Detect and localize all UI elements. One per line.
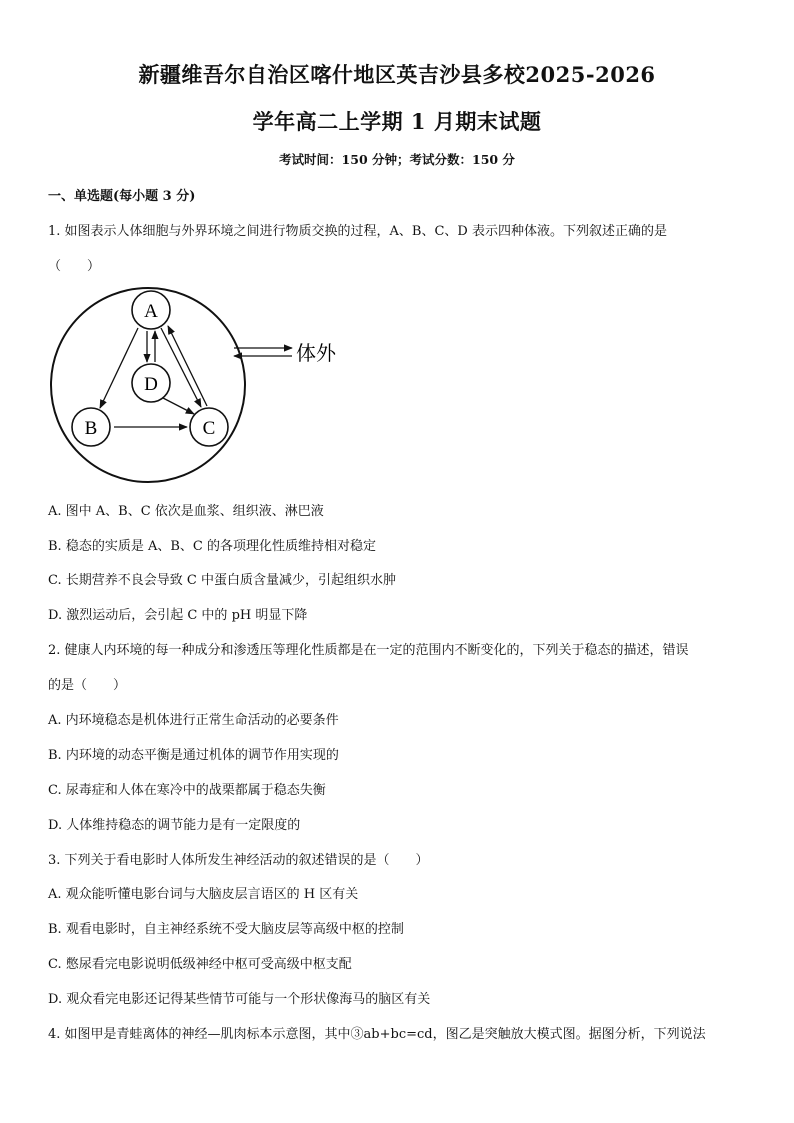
q1-option-a: A. 图中 A、B、C 依次是血浆、组织液、淋巴液 — [48, 504, 324, 519]
arrow-c-to-a — [168, 326, 207, 406]
svg-text:C: C — [202, 418, 216, 439]
q1-stem-line2: （ ） — [48, 259, 101, 274]
svg-text:B: B — [84, 418, 98, 439]
node-d — [132, 364, 170, 402]
q2-stem-line2: 的是（ ） — [48, 678, 127, 693]
q3-option-c: C. 憋尿看完电影说明低级神经中枢可受高级中枢支配 — [48, 957, 352, 972]
svg-text:A: A — [144, 301, 158, 322]
q1-option-b: B. 稳态的实质是 A、B、C 的各项理化性质维持相对稳定 — [48, 539, 376, 554]
q3-option-b: B. 观看电影时，自主神经系统不受大脑皮层等高级中枢的控制 — [48, 922, 404, 937]
q2-stem-line1: 2. 健康人内环境的每一种成分和渗透压等理化性质都是在一定的范围内不断变化的，下列关于稳态的描述，错误 — [48, 643, 689, 658]
q1-option-c: C. 长期营养不良会导致 C 中蛋白质含量减少，引起组织水肿 — [48, 573, 396, 588]
arrow-a-to-c — [161, 328, 201, 407]
exam-title-line2: 学年高二上学期 1 月期末试题 — [252, 109, 542, 134]
q2-option-b: B. 内环境的动态平衡是通过机体的调节作用实现的 — [48, 748, 339, 763]
section-heading: 一、单选题(每小题 3 分) — [48, 189, 196, 204]
arrow-d-to-c — [163, 398, 194, 414]
svg-text:D: D — [144, 374, 158, 395]
node-b — [72, 408, 110, 446]
arrow-a-to-b — [100, 328, 138, 408]
body-fluid-diagram — [48, 285, 368, 490]
q1-option-d: D. 激烈运动后，会引起 C 中的 pH 明显下降 — [48, 608, 308, 623]
q2-option-c: C. 尿毒症和人体在寒冷中的战栗都属于稳态失衡 — [48, 783, 326, 798]
q3-option-d: D. 观众看完电影还记得某些情节可能与一个形状像海马的脑区有关 — [48, 992, 431, 1007]
node-c — [190, 408, 228, 446]
q3-stem: 3. 下列关于看电影时人体所发生神经活动的叙述错误的是（ ） — [48, 853, 429, 868]
q2-option-d: D. 人体维持稳态的调节能力是有一定限度的 — [48, 818, 301, 833]
exam-info: 考试时间：150 分钟；考试分数：150 分 — [279, 152, 515, 167]
outside-label: 体外 — [296, 341, 336, 365]
q4-stem-line1: 4. 如图甲是青蛙离体的神经—肌肉标本示意图，其中③ab+bc=cd，图乙是突触放大模式图。据图分析，下列说法 — [48, 1027, 706, 1042]
q3-option-a: A. 观众能听懂电影台词与大脑皮层言语区的 H 区有关 — [48, 887, 359, 902]
node-a — [132, 291, 170, 329]
q1-stem-line1: 1. 如图表示人体细胞与外界环境之间进行物质交换的过程，A、B、C、D 表示四种体液。下列叙述正确的是 — [48, 224, 667, 239]
q2-option-a: A. 内环境稳态是机体进行正常生命活动的必要条件 — [48, 713, 339, 728]
exam-title-line1: 新疆维吾尔自治区喀什地区英吉沙县多校2025-2026 — [138, 62, 656, 87]
